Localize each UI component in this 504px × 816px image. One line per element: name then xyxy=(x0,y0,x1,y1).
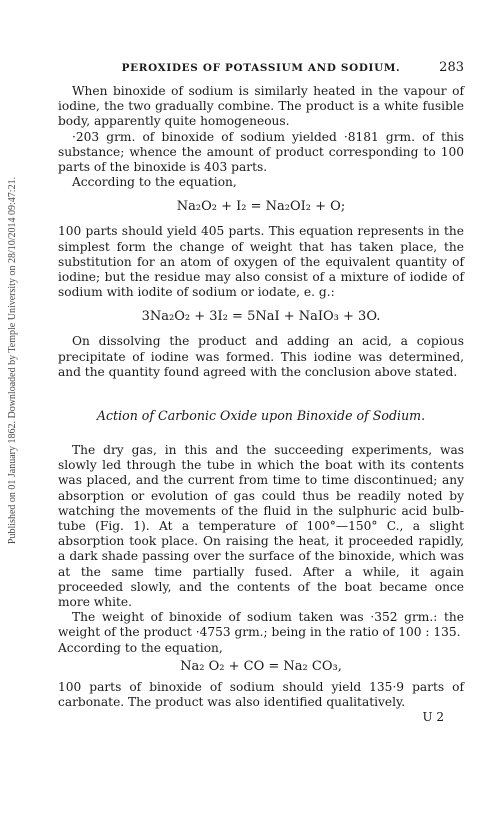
paragraph-dry-gas: The dry gas, in this and the succeeding experiments, was slowly led through the tube in which the boat with its contents was placed, and the current from time to time discontinued; any absorption or evolution of gas could thus be readily noted by watching the movements of the fluid in the sulphuric acid bulb-tube (Fig. 1). At a temperature of 100°—150° C., a slight absorption took place. On raising the heat, it proceeded rapidly, a dark shade passing over the surface of the binoxide, which was at the same time partially fused. After a while, it again proceeded slowly, and the contents of the boat became once more white. xyxy=(58,443,464,610)
paragraph-iodine-yield: ·203 grm. of binoxide of sodium yielded ·8181 grm. of this substance; whence the amount of product corresponding to 100 parts of the binoxide is 403 parts. xyxy=(58,129,464,175)
paragraph-equation-intro-2: According to the equation, xyxy=(58,640,223,655)
page-number: 283 xyxy=(439,60,464,75)
equation-iodine: Na₂O₂ + I₂ = Na₂OI₂ + O; xyxy=(176,199,346,215)
download-stamp-text: Published on 01 January 1862. Downloaded by Temple University on 28/10/2014 09:47:21. xyxy=(7,176,19,544)
paragraph-weight-ratio: The weight of binoxide of sodium taken was ·352 grm.: the weight of the product ·4753 grm.; being in the ratio of 100 : 135. xyxy=(58,610,464,640)
paragraph-carbonate-yield: 100 parts of binoxide of sodium should yield 135·9 parts of carbonate. The product was also identified qualitatively. xyxy=(58,679,464,710)
page-header xyxy=(58,62,464,84)
paragraph-expected-yield: 100 parts should yield 405 parts. This equation represents in the simplest form the change of weight that has taken place, the substitution for an atom of oxygen of the equivalent quantity of iodine; but the residue may also consist of a mixture of iodide of sodium with iodite of sodium or iodate, e. g.: xyxy=(58,224,464,300)
section-heading-carbonic-oxide: Action of Carbonic Oxide upon Binoxide of Sodium. xyxy=(96,408,426,424)
equation-iodide-mixture: 3Na₂O₂ + 3I₂ = 5NaI + NaIO₃ + 3O. xyxy=(141,309,381,325)
download-stamp xyxy=(0,130,26,590)
equation-carbonate: Na₂ O₂ + CO = Na₂ CO₃, xyxy=(180,658,342,674)
signature-mark: U 2 xyxy=(422,710,444,725)
paragraph-equation-intro: According to the equation, xyxy=(72,175,237,190)
paragraph-precipitate: On dissolving the product and adding an acid, a copious precipitate of iodine was formed. This iodine was determined, and the quantity found agreed with the conclusion above stated. xyxy=(58,334,464,379)
journal-page xyxy=(58,62,464,724)
paragraph-iodine-heating: When binoxide of sodium is similarly heated in the vapour of iodine, the two gradually combine. The product is a white fusible body, apparently quite homogeneous. xyxy=(58,84,464,129)
running-title: PEROXIDES OF POTASSIUM AND SODIUM. xyxy=(121,62,401,74)
